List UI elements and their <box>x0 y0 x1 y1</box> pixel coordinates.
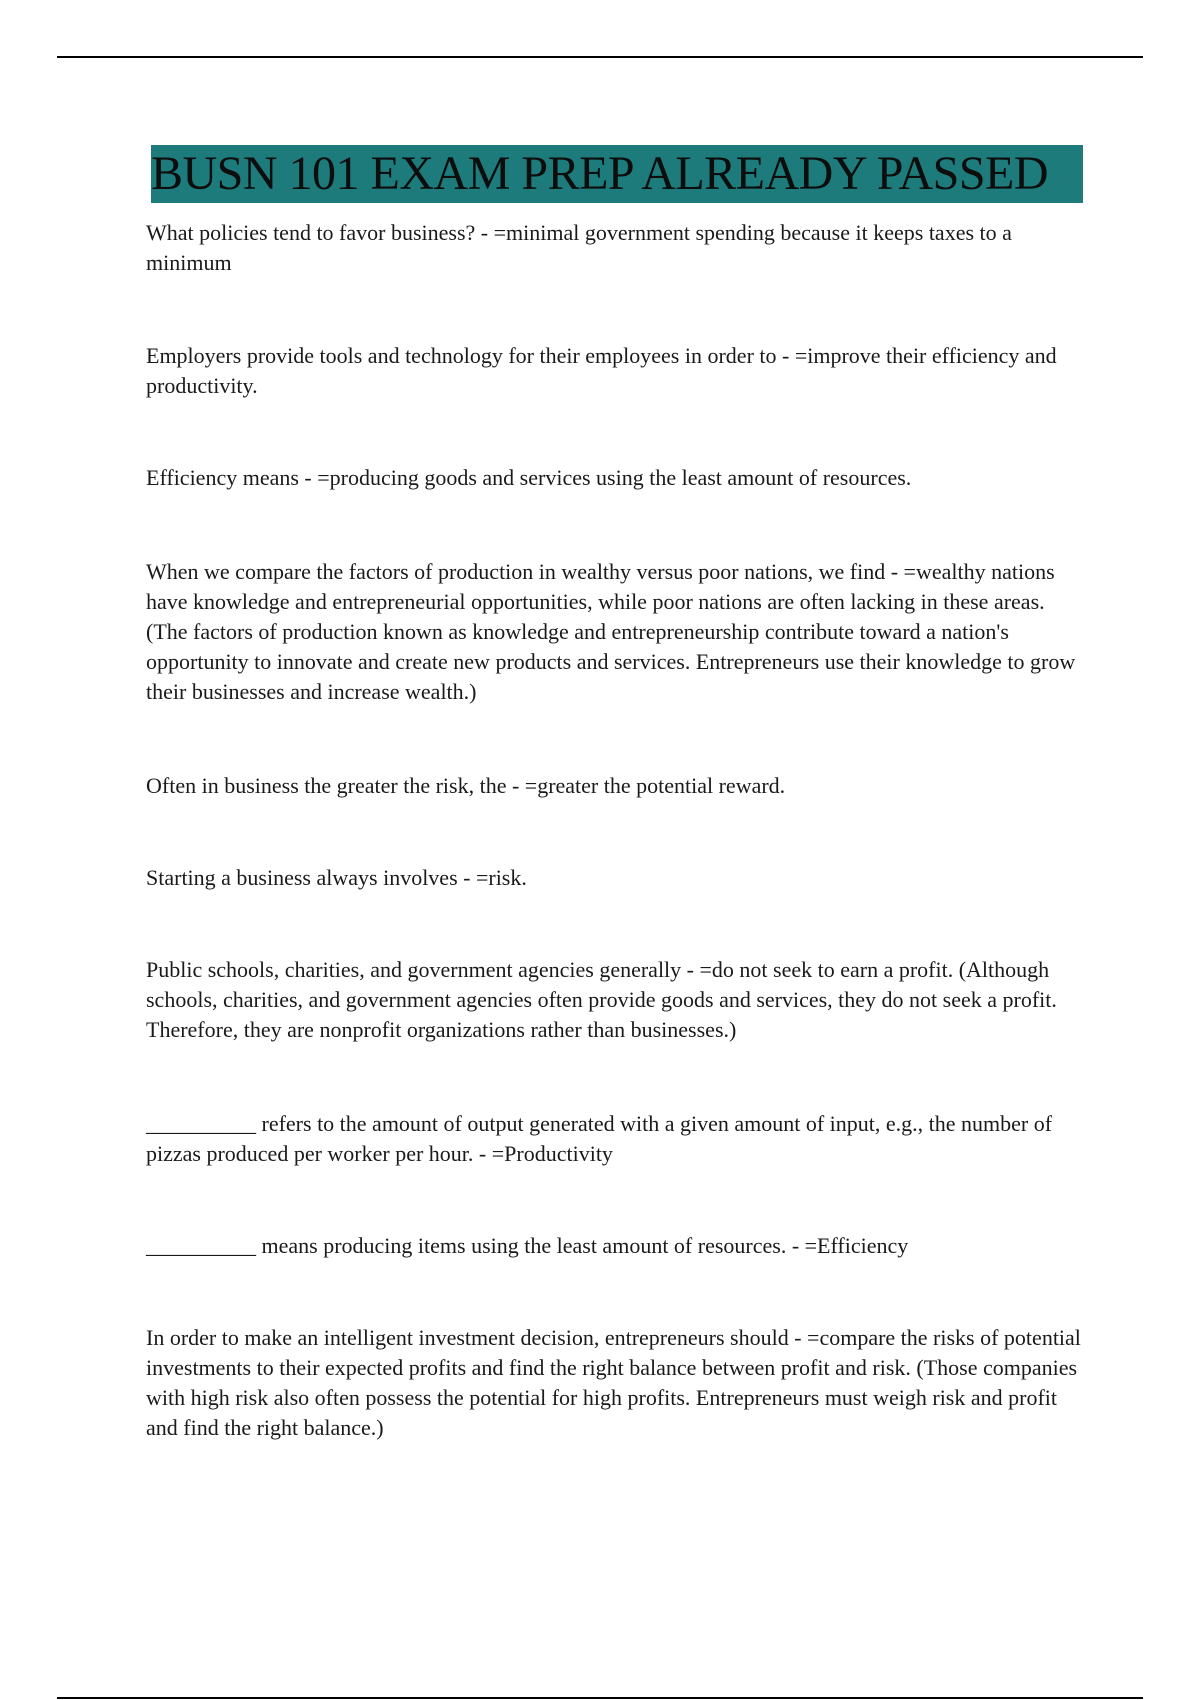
bottom-rule <box>57 1697 1143 1699</box>
qa-item: In order to make an intelligent investment decision, entrepreneurs should - =compare the risks of potential investments to their expected profits and find the right balance between profit and risk. (Those companies with high risk also often possess the potential for high profits. Entrepreneurs must weigh risk and profit and find the right balance.) <box>146 1325 1081 1440</box>
qa-item: When we compare the factors of production in wealthy versus poor nations, we find - =wealthy nations have knowledge and entrepreneurial opportunities, while poor nations are often lacking in these areas. (The factors of production known as knowledge and entrepreneurship contribute toward a nation's opportunity to innovate and create new products and services. Entrepreneurs use their knowledge to grow their businesses and increase wealth.) <box>146 559 1076 704</box>
qa-item: __________ refers to the amount of output generated with a given amount of input, e.g., the number of pizzas produced per worker per hour. - =Productivity <box>146 1111 1053 1166</box>
qa-item: Starting a business always involves - =risk. <box>146 865 527 890</box>
qa-item: Employers provide tools and technology for their employees in order to - =improve their efficiency and productivity. <box>146 343 1057 398</box>
qa-item: Efficiency means - =producing goods and services using the least amount of resources. <box>146 465 912 490</box>
title-banner <box>151 145 1083 203</box>
qa-item: Often in business the greater the risk, the - =greater the potential reward. <box>146 773 786 798</box>
qa-item: __________ means producing items using the least amount of resources. - =Efficiency <box>146 1233 909 1258</box>
top-rule <box>57 56 1143 58</box>
qa-item: What policies tend to favor business? - =minimal government spending because it keeps taxes to a minimum <box>146 220 1012 275</box>
qa-item: Public schools, charities, and government agencies generally - =do not seek to earn a profit. (Although schools, charities, and government agencies often provide goods and services, they do not seek a profit. Therefore, they are nonprofit organizations rather than businesses.) <box>146 957 1057 1042</box>
document-title: BUSN 101 EXAM PREP ALREADY PASSED <box>151 147 1049 200</box>
